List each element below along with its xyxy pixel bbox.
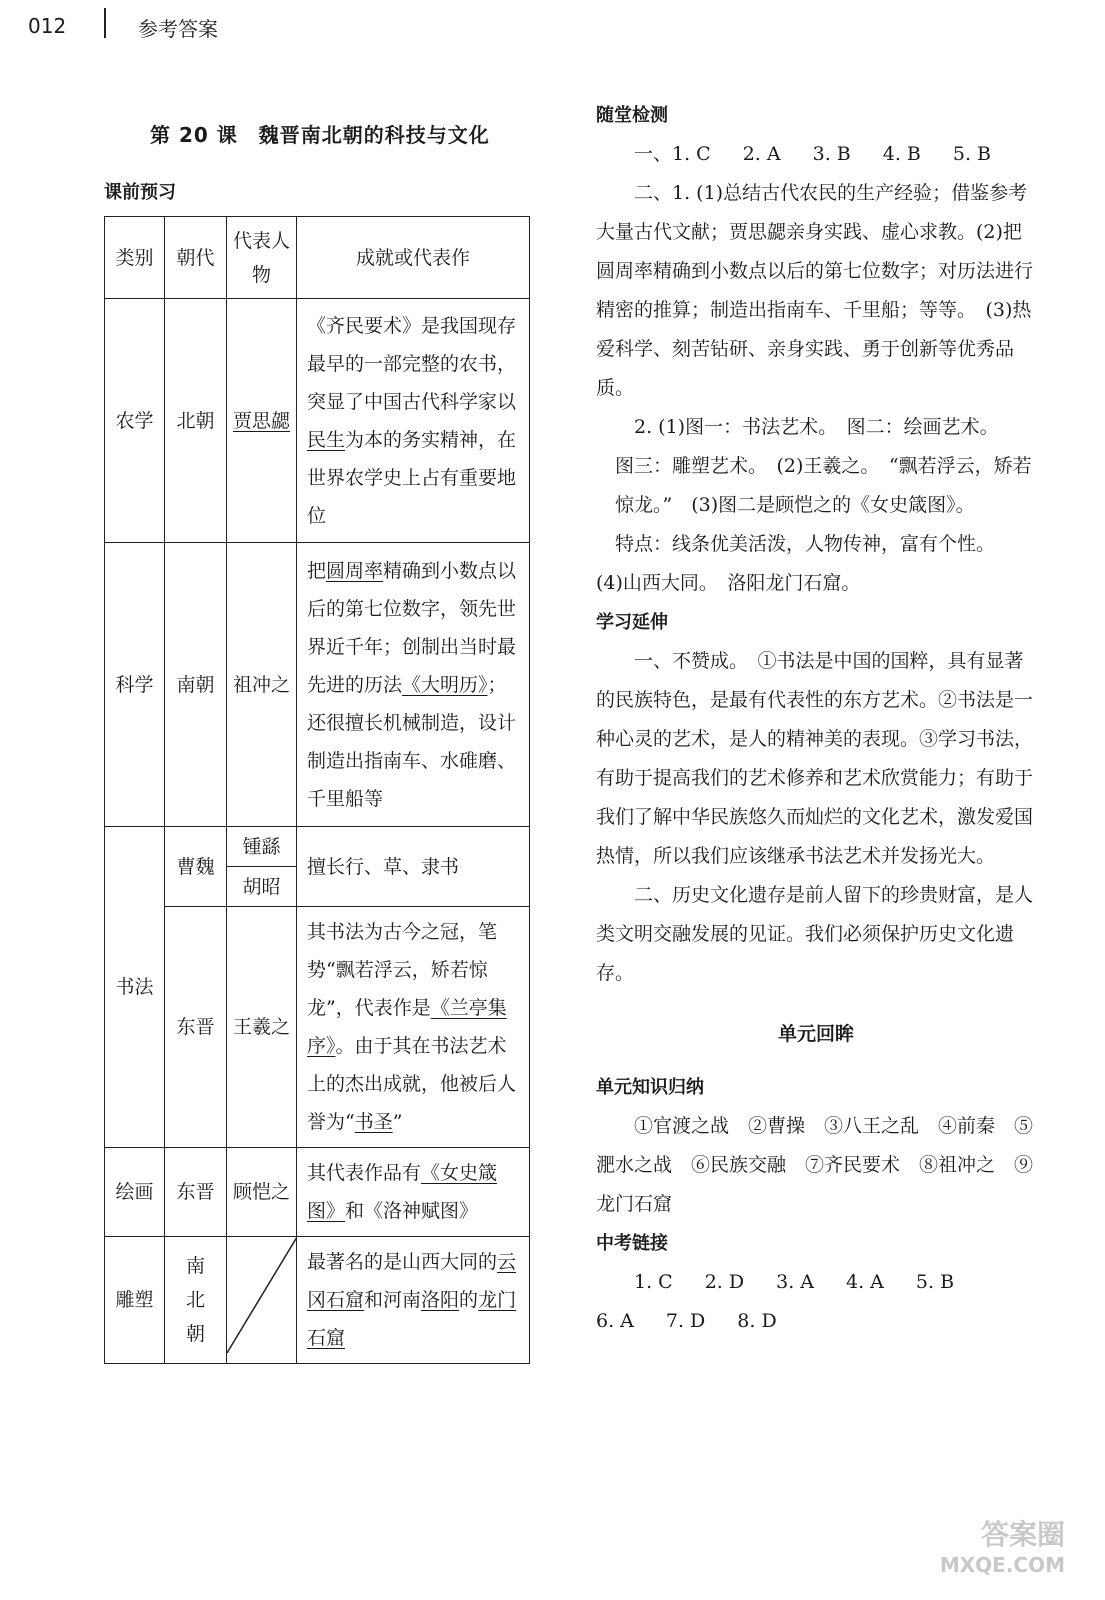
category-cell: 绘画 [105, 1148, 165, 1237]
dynasty-cell: 东晋 [165, 1148, 227, 1237]
text-span: 为本的务实精神，在世界农学史上占有重要地位 [307, 428, 517, 527]
dynasty-cell: 北朝 [165, 299, 227, 543]
text-span: 的 [459, 1289, 479, 1311]
lesson-title: 第 20 课 魏晋南北朝的科技与文化 [150, 123, 490, 147]
answer: 5. B [952, 143, 992, 165]
table-row [105, 1237, 530, 1364]
answer: 5. B [915, 1271, 955, 1293]
person-cell: 顾恺之 [227, 1148, 297, 1237]
answer: 3. B [812, 143, 851, 165]
answer: 6. A [596, 1310, 634, 1332]
answer: 1. C [634, 1271, 673, 1293]
underlined-text: 《大明历》 [402, 673, 488, 696]
text-span: ” [392, 1111, 403, 1133]
header-cell: 类别 [105, 217, 165, 299]
diagonal-slash [227, 1237, 297, 1353]
review-heading: 单元知识归纳 [596, 1077, 704, 1098]
extend-paragraph-1: 一、不赞成。 ①书法是中国的国粹，具有显著的民族特色，是最有代表性的东方艺术。②书法是一种心灵的艺术，是人的精神美的表现。③学习书法，有助于提高我们的艺术修养和艺术欣赏能力；有助于我们了解中华民族悠久而灿烂的文化艺术，激发爱国热情，所以我们应该继承书法艺术并发扬光大。 [596, 650, 1034, 867]
achievement-cell [297, 1148, 530, 1237]
person-cell: 王羲之 [227, 907, 297, 1148]
text-span: 《齐民要术》是我国现存最早的一部完整的农书，突显了中国古代科学家以 [307, 314, 517, 413]
table-row [105, 907, 530, 1148]
answer: 4. B [882, 143, 921, 165]
underlined-text: 书圣 [354, 1111, 393, 1133]
table-row [105, 1148, 530, 1237]
text-span: ；还很擅长机械制造，设计制造出指南车、水碓磨、千里船等 [307, 673, 517, 810]
dynasty-cell: 东晋 [165, 907, 227, 1148]
answer: 2. A [742, 143, 781, 165]
preview-heading: 课前预习 [104, 182, 176, 203]
answer: 4. A [846, 1271, 884, 1293]
answer: 一、1. C [634, 143, 711, 165]
header-cell: 朝代 [165, 217, 227, 299]
answer: 7. D [665, 1310, 706, 1332]
achievement-cell [297, 1237, 530, 1364]
dynasty-cell: 南朝 [165, 543, 227, 827]
header-cell: 成就或代表作 [297, 217, 530, 299]
table-row [105, 543, 530, 827]
category-cell: 农学 [105, 299, 165, 543]
achievement-cell [297, 543, 530, 827]
underlined-text: 民生 [307, 428, 346, 451]
underlined-text: 《女史箴图》 [307, 1162, 498, 1222]
exam-answers-row1 [596, 1263, 1036, 1302]
text-span: 最著名的是山西大同的 [307, 1251, 498, 1273]
page-number: 012 [28, 14, 67, 38]
underlined-text: 《兰亭集序》 [307, 997, 507, 1057]
table-header-row [105, 217, 530, 299]
achievement-cell: 擅长行、草、隶书 [297, 827, 530, 907]
text-span: 把 [307, 559, 327, 582]
check-heading: 随堂检测 [596, 105, 668, 126]
text-span: 精确到小数点以后的第七位数字，领先世界近千年；创制出当时最先进的历法 [307, 559, 517, 696]
header-title: 参考答案 [138, 17, 218, 41]
check-answer-two-2a: 2. (1)图一：书法艺术。 图二：绘画艺术。 [634, 416, 999, 438]
person-cell: 贾思勰 [232, 409, 290, 432]
achievement-cell [297, 299, 530, 543]
dynasty-cell: 曹魏 [165, 827, 227, 907]
answer: 3. A [776, 1271, 815, 1293]
underlined-text: 龙门石窟 [307, 1289, 517, 1349]
right-column [596, 96, 1036, 1341]
category-cell: 科学 [105, 543, 165, 827]
person-cell: 胡昭 [227, 867, 297, 907]
category-cell: 雕塑 [105, 1237, 165, 1364]
underlined-text: 云冈石窟 [307, 1251, 517, 1311]
text-span: 和《洛神赋图》 [345, 1200, 479, 1222]
check-answer-two-2b: 图三：雕塑艺术。 (2)王羲之。 “飘若浮云，矫若惊龙。” (3)图二是顾恺之的《女史箴图》。 [615, 455, 1032, 516]
text-span: 其书法为古今之冠，笔势“飘若浮云，矫若惊龙”，代表作是 [307, 921, 498, 1019]
person-cell: 祖冲之 [227, 543, 297, 827]
dynasty-cell: 南北朝 [165, 1237, 227, 1364]
check-answers-one [596, 135, 1036, 174]
empty-slash-cell [227, 1237, 297, 1364]
review-text: ①官渡之战 ②曹操 ③八王之乱 ④前秦 ⑤淝水之战 ⑥民族交融 ⑦齐民要术 ⑧祖冲之 ⑨龙门石窟 [596, 1115, 1034, 1215]
answer: 8. D [737, 1310, 777, 1332]
watermark-text: 答案圈 [980, 1518, 1065, 1551]
check-answer-two-1: 二、1. (1)总结古代农民的生产经验；借鉴参考大量古代文献；贾思勰亲身实践、虚心求教。(2)把圆周率精确到小数点以后的第七位数字；对历法进行精密的推算；制造出指南车、千里船；等等。 (3)热爱科学、刻苦钻研、亲身实践、勇于创新等优秀品质。 [596, 182, 1034, 399]
header-cell: 代表人物 [227, 217, 297, 299]
text-span: 。由于其在书法艺术上的杰出成就，他被后人誉为“ [307, 1035, 517, 1133]
text-span: 和河南 [364, 1289, 422, 1311]
answer: 2. D [704, 1271, 745, 1293]
table-row [105, 827, 530, 867]
review-title: 单元回眸 [777, 1023, 854, 1045]
check-answer-two-2d: (4)山西大同。 洛阳龙门石窟。 [596, 572, 861, 594]
watermark-url: MXQE.COM [939, 1553, 1065, 1577]
header-divider [104, 8, 106, 38]
text-span: 其代表作品有 [307, 1162, 422, 1184]
exam-heading: 中考链接 [596, 1233, 668, 1254]
watermark-logo [915, 1520, 1065, 1580]
extend-heading: 学习延伸 [596, 612, 668, 633]
exam-answers-row2 [596, 1302, 1036, 1341]
preview-table [104, 216, 530, 1364]
extend-paragraph-2: 二、历史文化遗存是前人留下的珍贵财富，是人类文明交融发展的见证。我们必须保护历史文化遗存。 [596, 884, 1034, 984]
table-row [105, 299, 530, 543]
achievement-cell [297, 907, 530, 1148]
check-answer-two-2c: 特点：线条优美活泼，人物传神，富有个性。 [615, 533, 996, 555]
person-cell: 锺繇 [227, 827, 297, 867]
underlined-text: 圆周率 [326, 559, 384, 582]
category-cell: 书法 [105, 827, 165, 1148]
underlined-text: 洛阳 [421, 1289, 460, 1311]
